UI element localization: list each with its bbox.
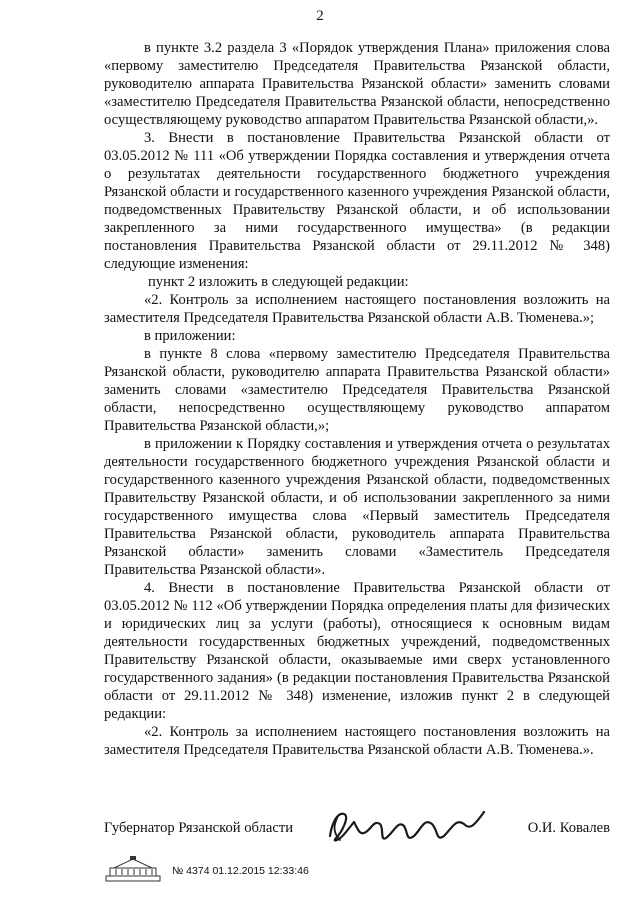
paragraph-5: в приложении: (144, 328, 236, 344)
government-building-stamp-icon (104, 856, 162, 884)
handwritten-signature (324, 802, 504, 850)
paragraph-9: «2. Контроль за исполнением настоящего постановления возложить на заместителя Председателя Правительства Рязанской области А.В. Тюменева.». (104, 724, 610, 758)
paragraph-1: в пункте 3.2 раздела 3 «Порядок утверждения Плана» приложения слова «первому заместителю Председателя Правительства Рязанской области, руководителю аппарата Правительства Рязанской области» заменить словами «заместителю Председателя Правительства Рязанской области, непосредственно осуществляющему руководство аппаратом Правительства Рязанской области,». (104, 40, 610, 128)
signatory-name: О.И. Ковалев (527, 820, 610, 836)
paragraph-2: 3. Внести в постановление Правительства Рязанской области от 03.05.2012 № 111 «Об утверждении Порядка составления и утверждения отчета о результатах деятельности государственного бюджетного учреждения Рязанской области и государственного казенного учреждения Рязанской области, подведомственных Правительству Рязанской области, и об использовании закрепленного за ними государственного имущества» (в редакции постановления Правительства Рязанской области от 29.11.2012 № 348) следующие изменения: (104, 130, 610, 272)
paragraph-8: 4. Внести в постановление Правительства Рязанской области от 03.05.2012 № 112 «Об утверждении Порядка определения платы для физических и юридических лиц за услуги (работы), относящиеся к основным видам деятельности государственных бюджетных учреждений, подведомственных Правительству Рязанской области, оказываемые ими сверх установленного государственного задания» (в редакции постановления Правительства Рязанской области от 29.11.2012 № 348) изменение, изложив пункт 2 в следующей редакции: (104, 580, 610, 722)
page-number: 2 (316, 8, 324, 24)
signature-block (104, 816, 610, 856)
document-body (104, 39, 610, 759)
registration-number: № 4374 01.12.2015 12:33:46 (172, 865, 309, 877)
signatory-title: Губернатор Рязанской области (104, 820, 294, 836)
paragraph-3: пункт 2 изложить в следующей редакции: (148, 274, 409, 290)
registration-footer (104, 856, 404, 886)
paragraph-7: в приложении к Порядку составления и утверждения отчета о результатах деятельности государственного бюджетного учреждения Рязанской области и государственного казенного учреждения Рязанской области, подведомственных Правительству Рязанской области, и об использовании закрепленного за ними государственного имущества слова «Первый заместитель Председателя Правительства Рязанской области, руководитель аппарата Правительства Рязанской области» заменить словами «Заместитель Председателя Правительства Рязанской области». (104, 436, 610, 578)
paragraph-6: в пункте 8 слова «первому заместителю Председателя Правительства Рязанской области, руководителю аппарата Правительства Рязанской области» заменить словами «заместителю Председателя Правительства Рязанской области, непосредственно осуществляющему руководство аппаратом Правительства Рязанской области,»; (104, 346, 610, 434)
paragraph-4: «2. Контроль за исполнением настоящего постановления возложить на заместителя Председателя Правительства Рязанской области А.В. Тюменева.»; (104, 292, 610, 326)
